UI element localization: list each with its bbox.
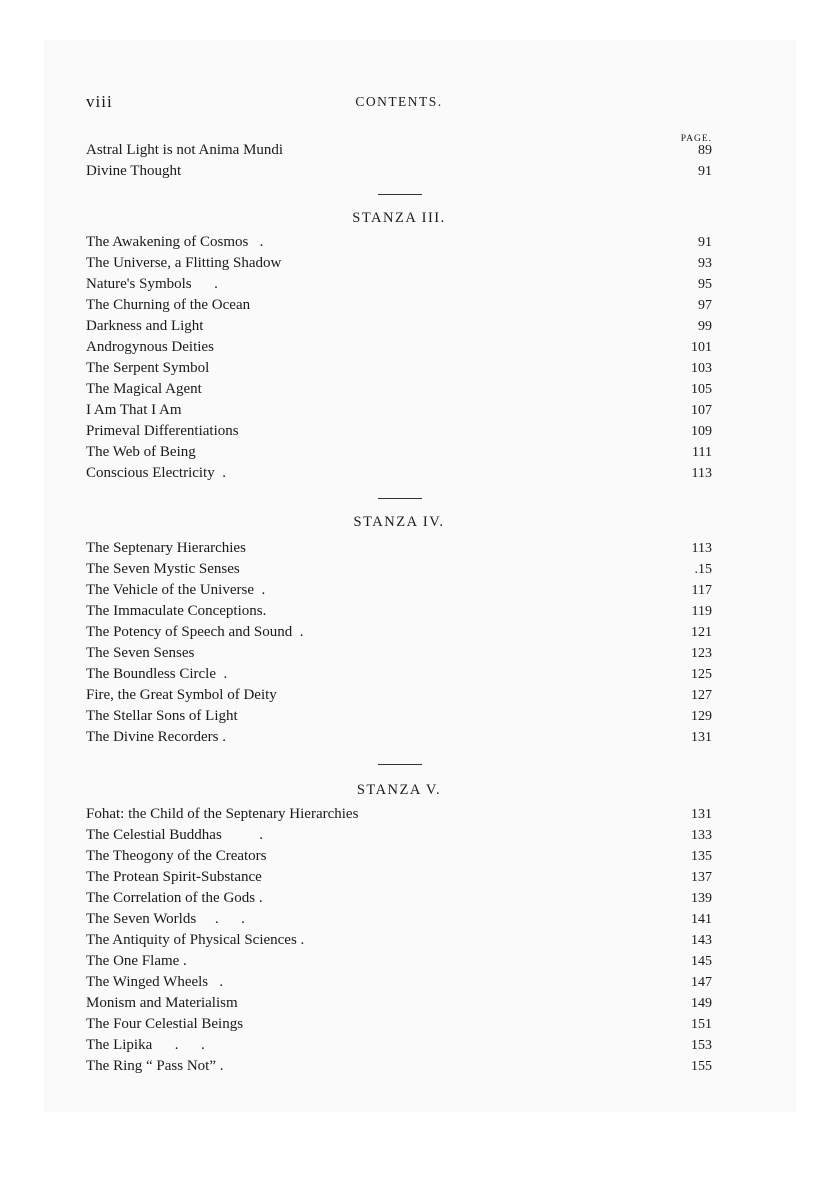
toc-entry-page: 149 [691, 996, 712, 1011]
toc-entry-page: 145 [691, 954, 712, 969]
toc-entry [86, 643, 712, 664]
intro-entries [86, 140, 712, 182]
toc-entry-page: 123 [691, 646, 712, 661]
toc-entry-page: 113 [691, 466, 712, 481]
toc-entry-page: 133 [691, 828, 712, 843]
toc-entry-title: The Potency of Speech and Sound . [86, 624, 304, 640]
toc-entry-title: The Serpent Symbol [86, 360, 210, 376]
toc-entry-page: 141 [691, 912, 712, 927]
toc-entry-title: The Seven Mystic Senses [86, 561, 240, 577]
toc-entry-title: Androgynous Deities [86, 339, 214, 355]
toc-entry-title: The Web of Being [86, 444, 196, 460]
toc-entry-page: 131 [691, 807, 712, 822]
toc-entry [86, 358, 712, 379]
toc-entry-page: 151 [691, 1017, 712, 1032]
toc-entry-page: 103 [691, 361, 712, 376]
page-header [86, 92, 712, 114]
toc-entry-page: 107 [691, 403, 712, 418]
stanza-4-entries [86, 538, 712, 748]
toc-entry-title: The One Flame . [86, 953, 187, 969]
toc-entry-title: The Seven Worlds . . [86, 911, 245, 927]
toc-entry-title: The Vehicle of the Universe . [86, 582, 266, 598]
toc-entry [86, 161, 712, 182]
toc-entry-page: 131 [691, 730, 712, 745]
toc-entry [86, 421, 712, 442]
toc-entry [86, 867, 712, 888]
section-divider [378, 498, 422, 499]
toc-entry-title: The Immaculate Conceptions. [86, 603, 267, 619]
toc-entry-page: 137 [691, 870, 712, 885]
toc-entry [86, 274, 712, 295]
toc-entry-page: 143 [691, 933, 712, 948]
toc-entry-title: The Stellar Sons of Light [86, 708, 238, 724]
stanza-5-entries [86, 804, 712, 1077]
toc-entry [86, 442, 712, 463]
toc-entry-page: 121 [691, 625, 712, 640]
toc-entry [86, 140, 712, 161]
toc-entry-title: I Am That I Am [86, 402, 182, 418]
toc-entry-title: The Correlation of the Gods . [86, 890, 263, 906]
toc-entry-title: The Septenary Hierarchies [86, 540, 246, 556]
toc-entry-title: The Magical Agent [86, 381, 202, 397]
stanza-heading: STANZA IV. [353, 514, 445, 530]
toc-entry-page: 95 [698, 277, 712, 292]
toc-entry [86, 1056, 712, 1077]
toc-entry [86, 400, 712, 421]
toc-entry-page: 97 [698, 298, 712, 313]
toc-entry-page: .15 [694, 562, 712, 577]
toc-entry-page: 89 [698, 143, 712, 158]
toc-entry-page: 153 [691, 1038, 712, 1053]
toc-entry [86, 951, 712, 972]
toc-entry-page: 135 [691, 849, 712, 864]
toc-entry-page: 117 [691, 583, 712, 598]
toc-entry-page: 101 [691, 340, 712, 355]
toc-entry [86, 825, 712, 846]
toc-entry-title: Monism and Materialism [86, 995, 238, 1011]
toc-entry-title: The Universe, a Flitting Shadow [86, 255, 282, 271]
toc-entry [86, 601, 712, 622]
toc-entry-page: 113 [691, 541, 712, 556]
toc-entry-title: The Winged Wheels . [86, 974, 224, 990]
toc-entry-page: 111 [692, 445, 712, 460]
toc-entry-title: The Theogony of the Creators [86, 848, 267, 864]
toc-entry-page: 119 [691, 604, 712, 619]
toc-entry-title: The Celestial Buddhas . [86, 827, 264, 843]
toc-entry-page: 139 [691, 891, 712, 906]
toc-entry-title: Fohat: the Child of the Septenary Hierarchies [86, 806, 359, 822]
section-divider [378, 194, 422, 195]
toc-entry [86, 972, 712, 993]
toc-entry-title: The Ring “ Pass Not” . [86, 1058, 224, 1074]
toc-entry [86, 846, 712, 867]
toc-entry [86, 295, 712, 316]
toc-entry [86, 316, 712, 337]
toc-entry [86, 1014, 712, 1035]
toc-entry [86, 337, 712, 358]
toc-entry [86, 804, 712, 825]
toc-entry-page: 129 [691, 709, 712, 724]
toc-entry-title: Divine Thought [86, 163, 182, 179]
toc-entry [86, 664, 712, 685]
stanza-3-entries [86, 232, 712, 484]
toc-entry-title: Nature's Symbols . [86, 276, 218, 292]
toc-entry-title: The Seven Senses [86, 645, 195, 661]
toc-entry-title: The Antiquity of Physical Sciences . [86, 932, 305, 948]
toc-entry [86, 993, 712, 1014]
toc-entry-title: The Divine Recorders . [86, 729, 226, 745]
toc-entry-page: 147 [691, 975, 712, 990]
toc-entry-title: The Four Celestial Beings [86, 1016, 244, 1032]
toc-entry-page: 99 [698, 319, 712, 334]
toc-entry [86, 909, 712, 930]
toc-entry [86, 379, 712, 400]
page-column-label: PAGE. [680, 134, 712, 144]
toc-entry [86, 930, 712, 951]
toc-entry-title: Astral Light is not Anima Mundi [86, 142, 284, 158]
toc-entry [86, 559, 712, 580]
toc-entry-page: 91 [698, 164, 712, 179]
stanza-heading: STANZA V. [356, 782, 442, 798]
toc-entry-title: The Lipika . . [86, 1037, 205, 1053]
toc-entry-page: 91 [698, 235, 712, 250]
toc-entry-page: 127 [691, 688, 712, 703]
toc-entry-title: Fire, the Great Symbol of Deity [86, 687, 277, 703]
toc-entry [86, 463, 712, 484]
toc-entry-title: Darkness and Light [86, 318, 204, 334]
toc-entry [86, 580, 712, 601]
toc-entry [86, 706, 712, 727]
toc-entry-title: The Protean Spirit-Substance [86, 869, 262, 885]
section-divider [378, 764, 422, 765]
toc-entry-page: 93 [698, 256, 712, 271]
toc-entry [86, 253, 712, 274]
toc-entry-page: 105 [691, 382, 712, 397]
toc-entry-page: 125 [691, 667, 712, 682]
toc-entry-page: 155 [691, 1059, 712, 1074]
stanza-heading: STANZA III. [352, 210, 446, 226]
toc-entry [86, 538, 712, 559]
toc-entry [86, 232, 712, 253]
toc-entry [86, 622, 712, 643]
toc-entry [86, 1035, 712, 1056]
toc-entry-title: The Awakening of Cosmos . [86, 234, 264, 250]
folio: viii [86, 92, 113, 111]
toc-entry [86, 727, 712, 748]
toc-entry-title: The Boundless Circle . [86, 666, 228, 682]
toc-entry-title: Primeval Differentiations [86, 423, 239, 439]
toc-entry [86, 685, 712, 706]
toc-entry-title: Conscious Electricity . [86, 465, 226, 481]
toc-entry-title: The Churning of the Ocean [86, 297, 251, 313]
toc-entry [86, 888, 712, 909]
running-title: CONTENTS. [355, 94, 443, 109]
toc-entry-page: 109 [691, 424, 712, 439]
